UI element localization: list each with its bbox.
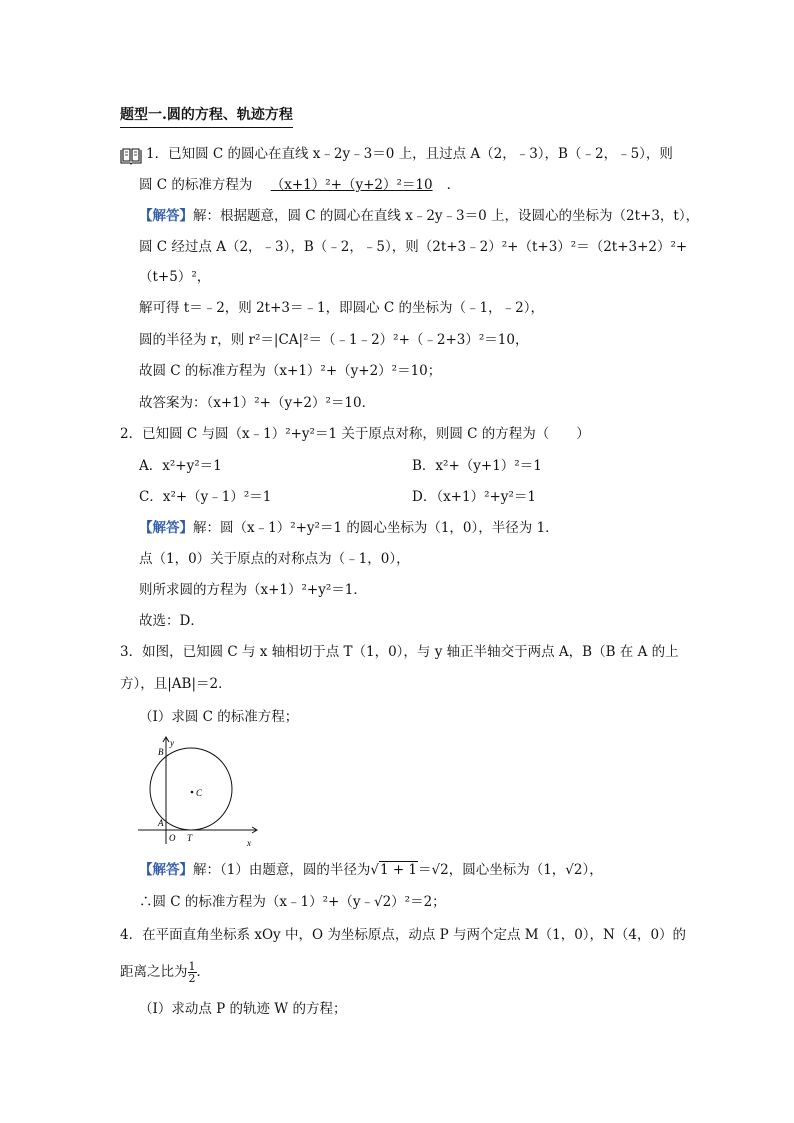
label-b: B: [158, 747, 164, 757]
q2-option-c: C．x²+（y﹣1）²＝1: [139, 489, 272, 505]
q1-answer-blank: （x+1）²+（y+2）²＝10: [270, 177, 433, 193]
q4-stem-line1: 4．在平面直角坐标系 xOy 中，O 为坐标原点，动点 P 与两个定点 M（1，0），N（4，0）的: [120, 927, 687, 943]
q1-stem-line2: [139, 174, 460, 196]
q4-stem-text: 距离之比为: [120, 964, 188, 980]
q2-option-b: B．x²+（y+1）²＝1: [412, 458, 542, 474]
q4-part1: （Ⅰ）求动点 P 的轨迹 W 的方程；: [139, 1001, 347, 1017]
q1-stem-suffix: ．: [446, 177, 461, 193]
label-t: T: [187, 833, 193, 843]
q3-sol1-a: 解：（1）由题意，圆的半径为: [193, 862, 371, 878]
q1-solution-line3: （t+5）²，: [139, 269, 211, 285]
q1-solution-line7: 故答案为：（x+1）²+（y+2）²＝10．: [139, 395, 376, 411]
q1-solution-line6: 故圆 C 的标准方程为（x+1）²+（y+2）²＝10；: [139, 363, 442, 379]
q1-stem-line1: 1．已知圆 C 的圆心在直线 x﹣2y﹣3＝0 上，且过点 A（2，﹣3），B（﹣2，﹣5），则: [146, 146, 673, 162]
q2-solution-line1: [139, 517, 559, 539]
fraction-one-half: [188, 961, 197, 984]
q2-solution-line3: 则所求圆的方程为（x+1）²+y²＝1．: [139, 582, 367, 598]
q3-sol1-radicand: 1 + 1: [379, 862, 418, 878]
q3-sol1-b: ＝√2，圆心坐标为（1，√2），: [418, 862, 603, 878]
q3-stem-line1: 3．如图，已知圆 C 与 x 轴相切于点 T（1，0），与 y 轴正半轴交于两点 A，B（B 在 A 的上: [120, 644, 679, 660]
q2-solution-line2: 点（1，0）关于原点的对称点为（﹣1，0），: [139, 551, 410, 567]
label-x: x: [247, 838, 251, 848]
fraction-numerator: 1: [188, 960, 196, 973]
label-y: y: [170, 738, 174, 748]
q1-solution-line4: 解可得 t＝﹣2，则 2t+3＝﹣1，即圆心 C 的坐标为（﹣1，﹣2），: [139, 300, 544, 316]
q2-solution-line4: 故选：D．: [139, 613, 204, 629]
q4-stem-end: ．: [196, 964, 210, 980]
fraction-denominator: 2: [188, 972, 196, 985]
q2-stem: 2．已知圆 C 与圆（x﹣1）²+y²＝1 关于原点对称，则圆 C 的方程为（ ）: [120, 426, 590, 442]
answer-tag: 【解答】: [139, 862, 193, 878]
q1-solution-line5: 圆的半径为 r，则 r²＝|CA|²＝（﹣1﹣2）²+（﹣2+3）²＝10，: [139, 332, 529, 348]
q1-solution-line2: 圆 C 经过点 A（2，﹣3），B（﹣2，﹣5），则（2t+3﹣2）²+（t+3）²＝（2t+3+2）²+: [139, 239, 688, 255]
q1-sol1: 解：根据题意，圆 C 的圆心在直线 x﹣2y﹣3＝0 上，设圆心的坐标为（2t+3，t），: [193, 208, 700, 224]
q2-sol1: 解：圆（x﹣1）²+y²＝1 的圆心坐标为（1，0），半径为 1．: [193, 520, 559, 536]
label-o: O: [169, 833, 176, 843]
q2-option-d: D．（x+1）²+y²＝1: [412, 489, 536, 505]
q1-solution-line1: [139, 205, 699, 227]
q3-stem-line2: 方），且|AB|＝2．: [120, 676, 232, 692]
section-title: 题型一.圆的方程、轨迹方程: [120, 104, 293, 128]
q3-part1: （Ⅰ）求圆 C 的标准方程；: [139, 709, 299, 725]
label-a: A: [158, 818, 164, 828]
q4-stem-line2: [120, 961, 210, 983]
answer-tag: 【解答】: [139, 520, 193, 536]
center-point: [191, 791, 194, 794]
label-c: C: [196, 788, 203, 798]
circle-figure: [130, 734, 265, 849]
q3-solution-line1: 【解答】解：（1）由题意，圆的半径为√1 + 1＝√2，圆心坐标为（1，√2），: [139, 862, 603, 878]
q1-stem-prefix: 圆 C 的标准方程为: [139, 177, 253, 193]
book-icon: [120, 147, 142, 165]
q2-option-a: A．x²+y²＝1: [139, 458, 222, 474]
q3-solution-line2: ∴圆 C 的标准方程为（x﹣1）²+（y﹣√2）²＝2；: [139, 894, 446, 910]
answer-tag: 【解答】: [139, 208, 193, 224]
